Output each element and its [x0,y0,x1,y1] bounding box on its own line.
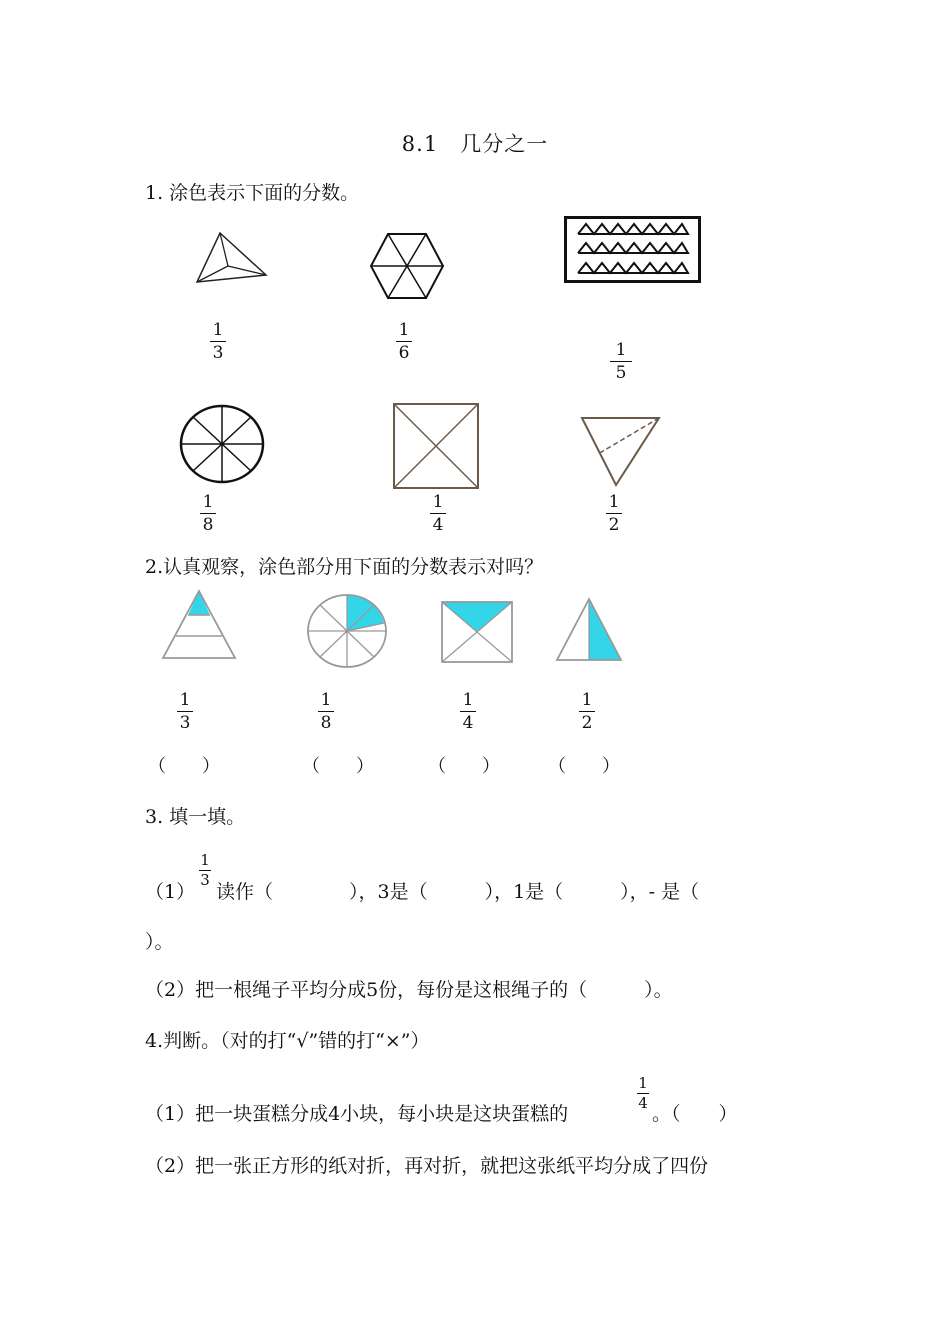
q1-fraction-1-3: 1 3 [210,320,226,363]
q2-fraction-1-2: 1 2 [579,690,595,733]
q2-fraction-1-8: 1 8 [318,690,334,733]
q1-fraction-1-2: 1 2 [606,492,622,535]
hexagon-sixths-figure [370,232,444,300]
shaded-circle-figure [306,593,388,669]
page-title: 8.1 几分之一 [401,132,549,156]
q4-heading: 4.判断。（对的打“√”错的打“×”） [145,1030,430,1052]
q2-answer-blank-2[interactable]: （ ） [302,756,374,777]
q1-fraction-1-4: 1 4 [430,492,446,535]
q2-fraction-1-3: 1 3 [177,690,193,733]
q4-item1-fraction: 1 4 [638,1074,648,1112]
shaded-triangle-figure [554,596,624,664]
q1-fraction-1-6: 1 6 [396,320,412,363]
q3-item1-fraction: 1 3 [200,851,210,889]
q1-heading: 1. 涂色表示下面的分数。 [145,182,360,204]
triangle-thirds-figure [190,228,270,288]
layered-triangle-figure [160,588,238,662]
q2-fraction-1-4: 1 4 [460,690,476,733]
q1-fraction-1-5: 1 5 [610,340,632,383]
q3-item1-continuation: ）。 [145,931,174,953]
q3-item1-text: 读作（ ），3是（ ），1是（ ），- 是（ [216,881,700,903]
circle-eighths-figure [178,403,266,485]
shaded-square-figure [440,600,514,664]
q1-fraction-1-8: 1 8 [200,492,216,535]
q3-item1-label: （1） [145,881,196,903]
triangle-halves-figure [580,415,662,487]
square-quarters-figure [393,403,479,489]
q3-item2-text: （2）把一根绳子平均分成5份，每份是这根绳子的（ ）。 [145,979,673,1001]
triangles-rectangle-figure [564,216,702,284]
q3-heading: 3. 填一填。 [145,806,246,828]
q2-heading: 2.认真观察，涂色部分用下面的分数表示对吗？ [145,556,544,578]
q4-item2-text: （2）把一张正方形的纸对折，再对折，就把这张纸平均分成了四份 [145,1155,709,1177]
q2-answer-blank-3[interactable]: （ ） [428,756,500,777]
q4-item1-text: （1）把一块蛋糕分成4小块，每小块是这块蛋糕的 [145,1103,569,1125]
q4-item1-tail: 。（ ） [652,1103,738,1125]
q2-answer-blank-4[interactable]: （ ） [548,756,620,777]
q2-answer-blank-1[interactable]: （ ） [148,756,220,777]
